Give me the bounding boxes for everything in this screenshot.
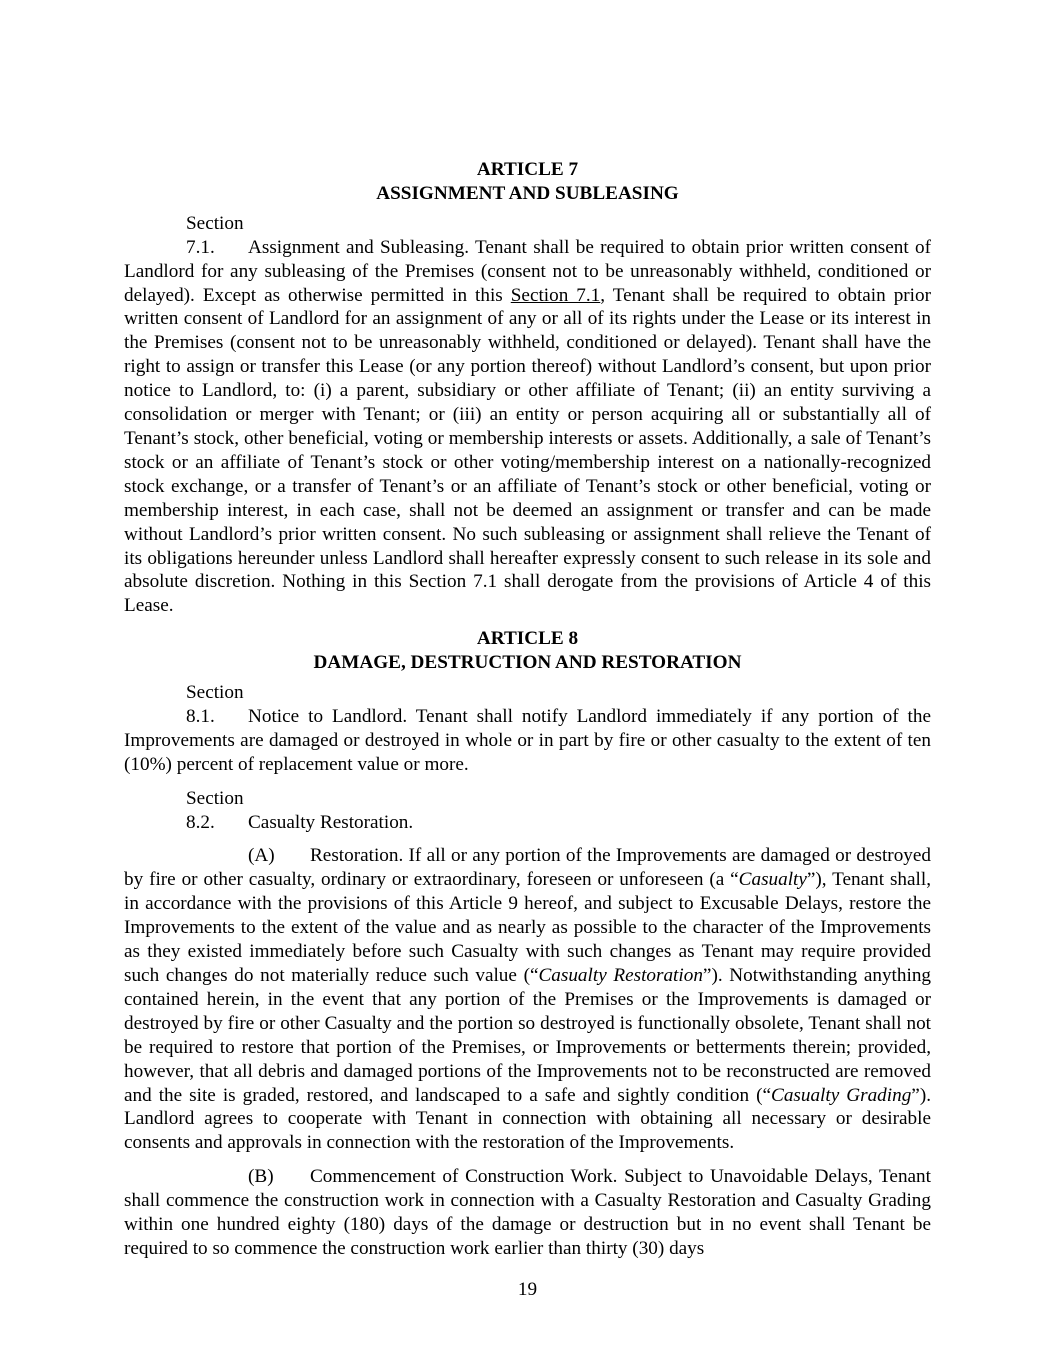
- article-7-subtitle: ASSIGNMENT AND SUBLEASING: [376, 182, 679, 204]
- section-8-2-paragraph: [124, 787, 931, 835]
- subsection-b-heading: Commencement of Construction Work.: [310, 1166, 618, 1188]
- subsection-b-text: Subject to Unavoidable Delays, Tenant shall commence the construction work in connection with a Casualty Restoration and Casualty Grading within one hundred eighty (180) days of the damage or destruction but in no event shall Tenant be required to so commence the construction work earlier than thirty (30) days: [124, 1166, 931, 1259]
- article-8-subtitle: DAMAGE, DESTRUCTION AND RESTORATION: [313, 652, 742, 674]
- subsection-a-text-1: If all or any portion of the Improvements are damaged or destroyed by fire or other casualty, ordinary or extraordinary, foreseen or unforeseen (a “: [124, 845, 931, 891]
- section-8-1-paragraph: [124, 681, 931, 777]
- section-7-1-number: Section 7.1.: [186, 212, 244, 258]
- subsection-b-paragraph: [124, 1165, 931, 1261]
- section-7-1-heading: Assignment and Subleasing.: [248, 236, 469, 258]
- section-8-1-text: Notice to Landlord. Tenant shall notify Landlord immediately if any portion of the Improvements are damaged or destroyed in whole or in part by fire or other casualty to the extent of ten (10%) percent of replacement value or more.: [124, 705, 931, 775]
- subsection-a-heading: Restoration.: [310, 845, 404, 867]
- defined-term-casualty-grading: Casualty Grading: [771, 1084, 912, 1106]
- section-7-1-text-b: , Tenant shall be required to obtain prior written consent of Landlord for an assignment of any or all of its rights under the Lease or its interest in the Premises (consent not to be unreasonably withheld, conditioned or delayed). Tenant shall have the right to assign or transfer this Lease (or any portion thereof) without Landlord’s consent, but upon prior notice to Landlord, to: (i) a parent, subsidiary or other affiliate of Tenant; (ii) an entity surviving a consolidation or merger with Tenant; or (iii) an entity or person acquiring all or substantially all of Tenant’s stock, other beneficial, voting or membership interests or assets. Additionally, a sale of Tenant’s stock or an affiliate of Tenant’s stock or other voting/membership interest on a nationally-recognized stock exchange, or a transfer of Tenant’s or an affiliate of Tenant’s stock or other beneficial, voting or membership interest, in each case, shall not be deemed an assignment or transfer and can be made without Landlord’s prior written consent. No such subleasing or assignment shall relieve the Tenant of its obligations hereunder unless Landlord shall hereafter expressly consent to such release in its sole and absolute discretion. Nothing in this Section 7.1 shall derogate from the provisions of Article 4 of this Lease.: [124, 284, 931, 617]
- section-7-1-text-a: Tenant shall be required to obtain prior written consent of Landlord for any subleasing of the Premises (consent not to be unreasonably withheld, conditioned or delayed). Except as otherwise permitted in this: [124, 236, 932, 306]
- subsection-a-paragraph: [124, 844, 931, 1155]
- page-number: 19: [517, 1279, 538, 1300]
- subsection-a-text-3: ”). Notwithstanding anything contained herein, in the event that any portion of the Premises or the Improvements is damaged or destroyed by fire or other Casualty and the portion so destroyed is functionally obsolete, Tenant shall not be required to restore that portion of the Premises, or Improvements or betterments therein; provided, however, that all debris and damaged portions of the Improvements not to be reconstructed are removed and the site is graded, restored, and landscaped to a safe and sightly condition (“: [124, 965, 932, 1106]
- article-7-title: ARTICLE 7: [476, 159, 579, 180]
- section-8-2-number: Section 8.2.: [186, 787, 244, 833]
- subsection-a-label: (A): [248, 845, 275, 867]
- section-7-1-paragraph: [124, 212, 931, 618]
- section-8-2-heading: Casualty Restoration.: [248, 811, 414, 833]
- article-7-heading: [124, 158, 931, 206]
- section-8-1-number: Section 8.1.: [186, 682, 244, 727]
- subsection-b-label: (B): [248, 1166, 274, 1188]
- article-8-title: ARTICLE 8: [476, 628, 579, 650]
- defined-term-casualty-restoration: Casualty Restoration: [538, 965, 703, 986]
- article-8-heading: [124, 627, 931, 675]
- section-7-1-crossref-link[interactable]: Section 7.1: [510, 284, 601, 306]
- defined-term-casualty: Casualty: [738, 869, 807, 891]
- document-page: [124, 158, 931, 1270]
- subsection-a-text-4: ”). Landlord agrees to cooperate with Tenant in connection with obtaining all necessary or desirable consents and approvals in connection with the restoration of the Improvements.: [124, 1084, 931, 1154]
- subsection-a-text-2: ”), Tenant shall, in accordance with the provisions of this Article 9 hereof, and subject to Excusable Delays, restore the Improvements to the extent of the value and as nearly as possible to the character of the Improvements as they existed immediately before such Casualty with such changes as Tenant may require provided such changes do not materially reduce such value (“: [124, 869, 931, 986]
